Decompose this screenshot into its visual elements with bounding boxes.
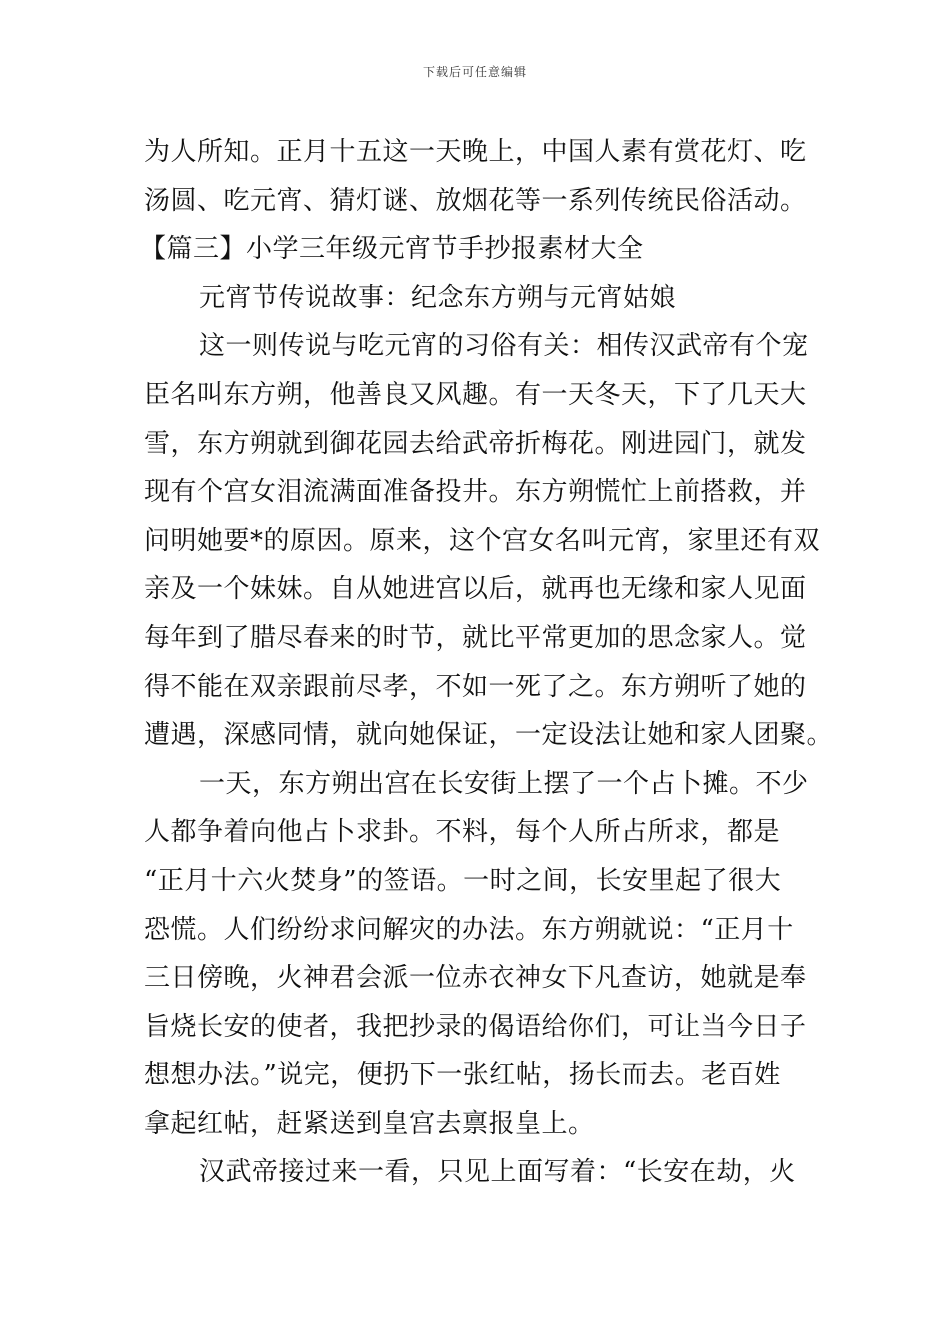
text-line: 臣名叫东方朔，他善良又风趣。有一天冬天，下了几天大: [144, 379, 807, 410]
text-line: 人都争着向他占卜求卦。不料，每个人所占所求，都是: [144, 817, 781, 848]
text-line: 问明她要*的原因。原来，这个宫女名叫元宵，家里还有双: [144, 525, 821, 556]
text-line: 一天，东方朔出宫在长安街上摆了一个占卜摊。不少: [199, 768, 809, 799]
text-line: “正月十六火焚身”的签语。一时之间，长安里起了很大: [144, 865, 782, 896]
text-line: 恐慌。人们纷纷求问解灾的办法。东方朔就说：“正月十: [144, 914, 794, 945]
text-line: 现有个宫女泪流满面准备投井。东方朔慌忙上前搭救，并: [144, 477, 807, 508]
section-heading: 【篇三】小学三年级元宵节手抄报素材大全: [140, 234, 644, 265]
text-line: 亲及一个妹妹。自从她进宫以后，就再也无缘和家人见面: [144, 574, 807, 605]
text-line: 得不能在双亲跟前尽孝，不如一死了之。东方朔听了她的: [144, 671, 807, 702]
text-line: 雪，东方朔就到御花园去给武帝折梅花。刚进园门，就发: [144, 428, 807, 459]
section-subtitle: 元宵节传说故事：纪念东方朔与元宵姑娘: [199, 282, 677, 313]
text-line: 想想办法。”说完，便扔下一张红帖，扬长而去。老百姓: [144, 1060, 781, 1091]
text-line: 汉武帝接过来一看，只见上面写着：“长安在劫，火: [199, 1157, 796, 1188]
page-header: 下载后可任意编辑: [422, 65, 527, 79]
text-line: 这一则传说与吃元宵的习俗有关：相传汉武帝有个宠: [199, 331, 809, 362]
text-line: 遭遇，深感同情，就向她保证，一定设法让她和家人团聚。: [144, 720, 834, 751]
text-line: 汤圆、吃元宵、猜灯谜、放烟花等一系列传统民俗活动。: [144, 185, 807, 216]
text-line: 旨烧长安的使者，我把抄录的偈语给你们，可让当今日子: [144, 1011, 807, 1042]
text-line: 为人所知。正月十五这一天晚上，中国人素有赏花灯、吃: [144, 137, 807, 167]
text-line: 三日傍晚，火神君会派一位赤衣神女下凡查访，她就是奉: [144, 963, 807, 994]
text-line: 拿起红帖，赶紧送到皇宫去禀报皇上。: [144, 1108, 595, 1139]
text-line: 每年到了腊尽春来的时节，就比平常更加的思念家人。觉: [144, 622, 807, 653]
document-body: [140, 128, 834, 1197]
